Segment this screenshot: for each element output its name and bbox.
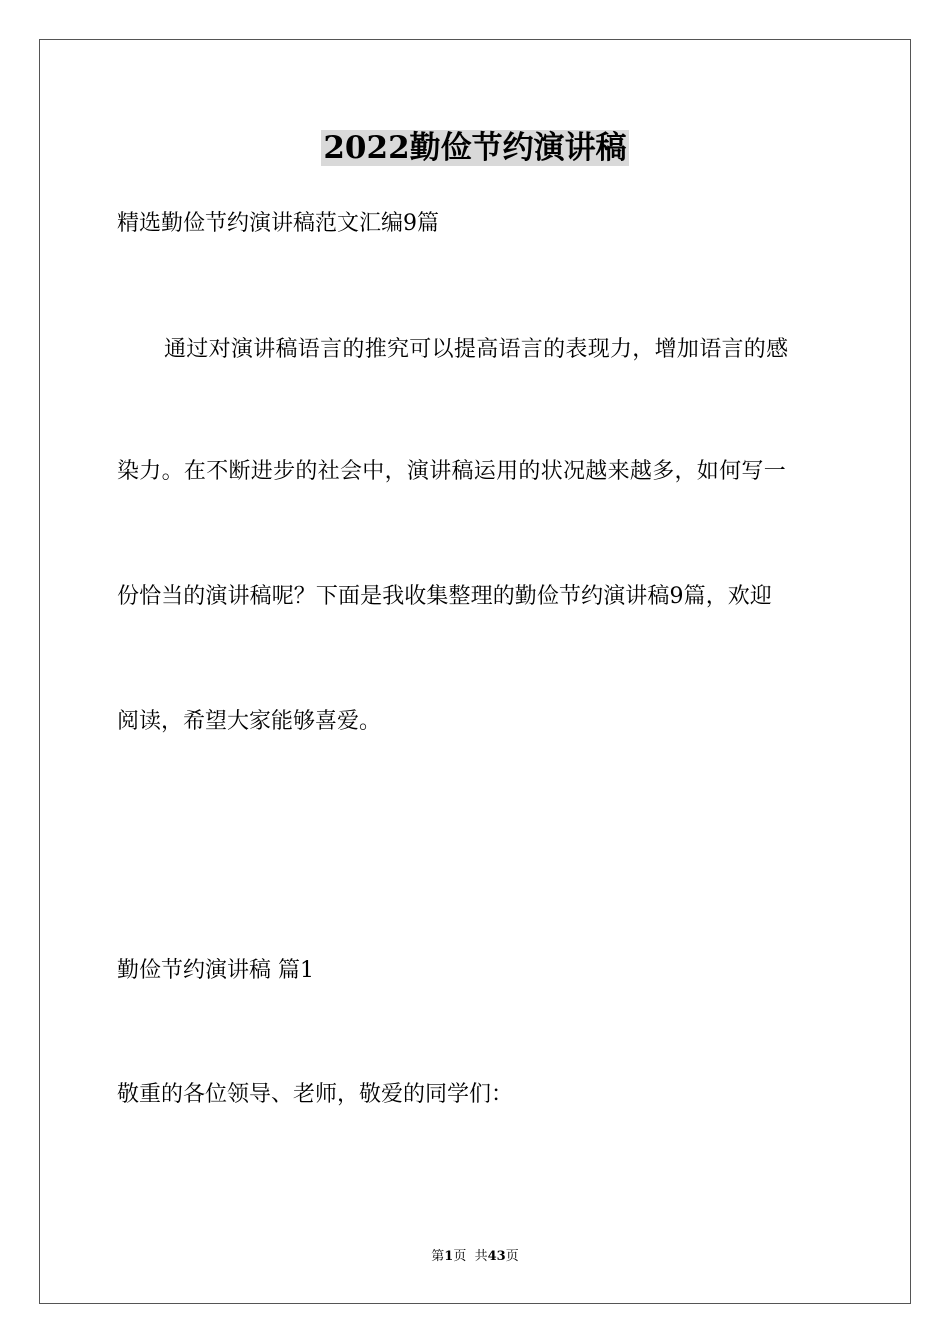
document-title-text: 2022勤俭节约演讲稿 <box>323 130 627 166</box>
intro-paragraph-line-4: 阅读，希望大家能够喜爱。 <box>117 709 382 734</box>
footer-total-label: 页 <box>505 1249 519 1264</box>
section-heading: 勤俭节约演讲稿 篇1 <box>117 958 314 983</box>
footer-prefix: 第 <box>431 1249 445 1264</box>
footer-page-number: 1 <box>444 1249 454 1264</box>
document-subtitle: 精选勤俭节约演讲稿范文汇编9篇 <box>117 211 439 236</box>
footer-separator <box>466 1249 474 1264</box>
footer-page-label: 页 <box>453 1249 467 1264</box>
footer-total-pages: 43 <box>487 1249 506 1264</box>
intro-paragraph-line-2: 染力。在不断进步的社会中，演讲稿运用的状况越来越多，如何写一 <box>117 459 787 484</box>
intro-paragraph-line-1: 通过对演讲稿语言的推究可以提高语言的表现力，增加语言的感 <box>164 337 789 362</box>
intro-paragraph-line-3: 份恰当的演讲稿呢？下面是我收集整理的勤俭节约演讲稿9篇，欢迎 <box>117 584 772 609</box>
page-footer <box>0 1247 950 1267</box>
document-title <box>0 126 950 170</box>
footer-total-prefix: 共 <box>474 1249 488 1264</box>
greeting-line: 敬重的各位领导、老师，敬爱的同学们： <box>117 1082 514 1107</box>
